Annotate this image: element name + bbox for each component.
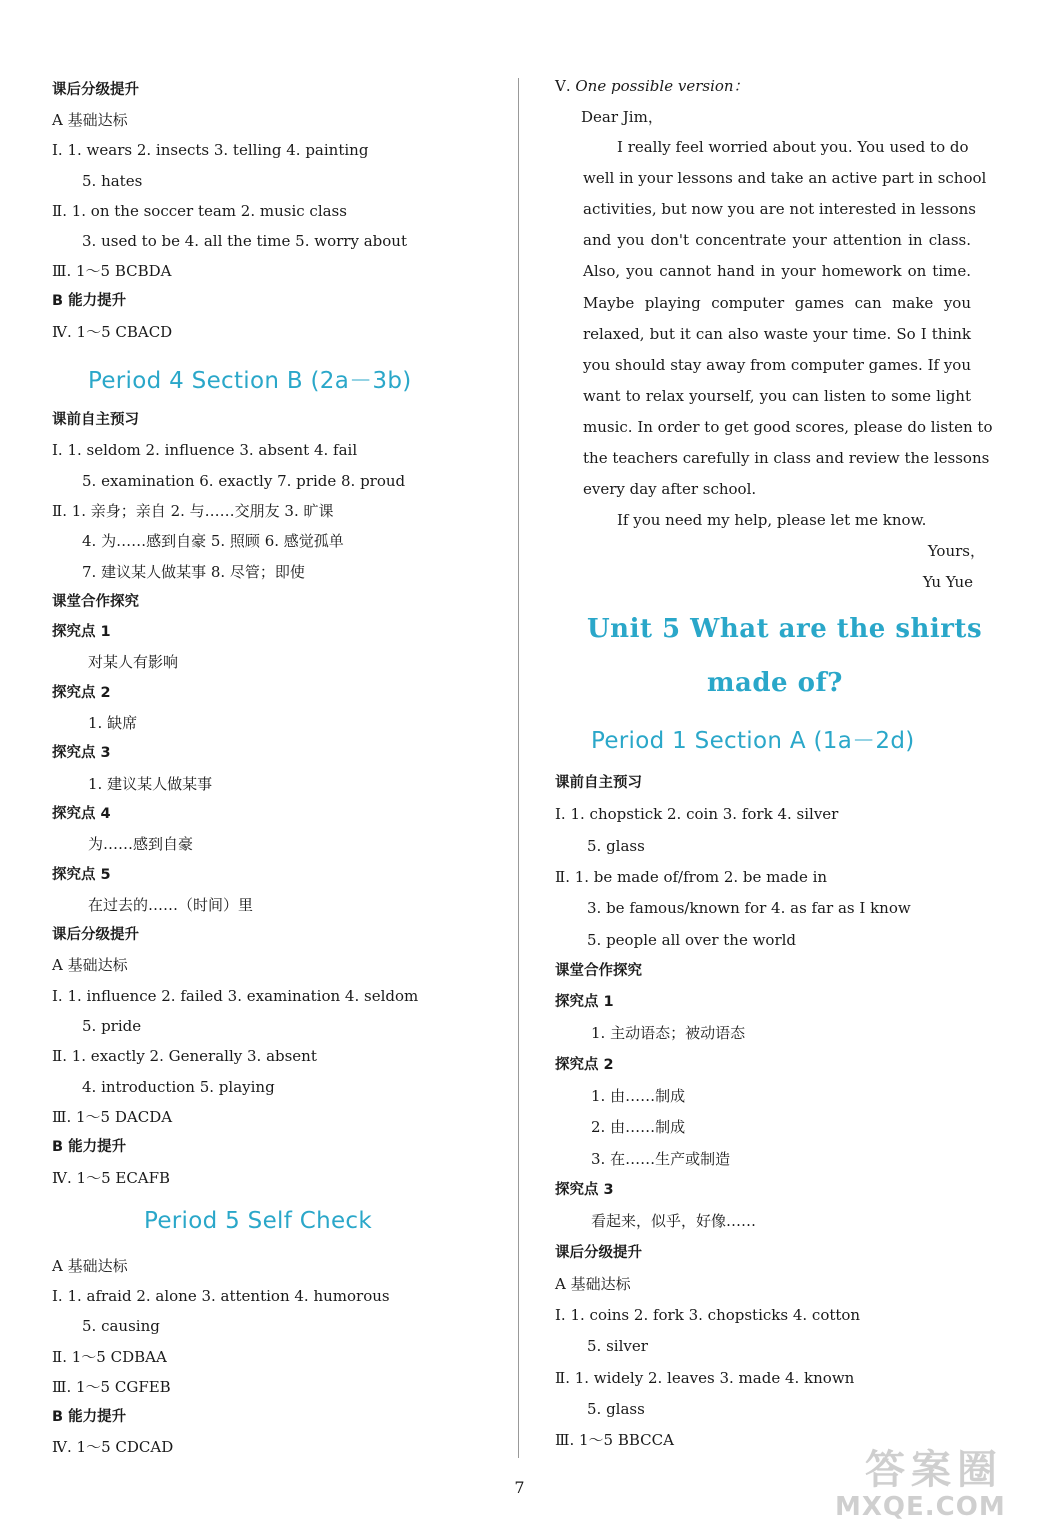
answer-line: 在过去的……（时间）里 (88, 895, 254, 914)
section-heading: 课前自主预习 (555, 775, 642, 791)
answer-line: 3. be famous/known for 4. as far as I know (587, 899, 911, 918)
watermark-top-text: 答案圈 (865, 1447, 1003, 1493)
answer-line: Ⅱ. 1. on the soccer team 2. music class (52, 201, 347, 220)
section-heading: 课堂合作探究 (52, 593, 139, 610)
answer-line: Ⅱ. 1. 亲身；亲自 2. 与……交朋友 3. 旷课 (52, 501, 334, 520)
answer-line: Ⅰ. 1. wears 2. insects 3. telling 4. painting (52, 141, 369, 160)
section-heading: 课后分级提升 (555, 1244, 642, 1261)
answer-line: 5. pride (82, 1017, 142, 1035)
answer-line: Ⅱ. 1. widely 2. leaves 3. made 4. known (555, 1368, 855, 1387)
section-heading: 探究点 4 (52, 805, 111, 822)
version-italic: One possible version： (575, 77, 749, 95)
answer-line: Ⅰ. 1. chopstick 2. coin 3. fork 4. silver (555, 805, 839, 824)
version-label (555, 76, 749, 96)
answer-line: Ⅱ. 1～5 CDBAA (52, 1347, 167, 1366)
answer-line: 看起来，似乎，好像…… (591, 1212, 757, 1231)
section-heading: 探究点 2 (52, 684, 111, 701)
answer-line: Ⅱ. 1. exactly 2. Generally 3. absent (52, 1047, 317, 1066)
answer-line: A 基础达标 (555, 1274, 631, 1293)
answer-line: Ⅲ. 1～5 CGFEB (52, 1377, 171, 1396)
answer-line: 5. causing (82, 1317, 160, 1336)
answer-line: 3. used to be 4. all the time 5. worry about (82, 232, 407, 250)
unit-title-line1: Unit 5 What are the shirts (587, 614, 983, 644)
answer-line: Ⅳ. 1～5 CDCAD (52, 1438, 174, 1457)
watermark-logo (825, 1438, 1030, 1530)
answer-line: 5. glass (587, 1400, 645, 1418)
letter-line: relaxed, but it can also waste your time. So I think (583, 324, 971, 343)
answer-line: 1. 缺席 (88, 714, 138, 732)
column-divider (518, 78, 519, 1458)
answer-line: 3. 在……生产或制造 (591, 1149, 731, 1168)
answer-line: Ⅲ. 1～5 DACDA (52, 1107, 173, 1126)
period-heading: Period 5 Self Check (144, 1208, 372, 1234)
section-heading: B 能力提升 (52, 1139, 127, 1156)
letter-line: the teachers carefully in class and review the lessons (583, 449, 990, 467)
answer-line: Ⅳ. 1～5 ECAFB (52, 1168, 171, 1187)
letter-signature: Yu Yue (922, 573, 973, 591)
section-heading: 探究点 1 (52, 624, 111, 641)
letter-line: music. In order to get good scores, please do listen to (583, 417, 993, 436)
letter-line: If you need my help, please let me know. (617, 511, 927, 530)
answer-line: Ⅱ. 1. be made of/from 2. be made in (555, 867, 828, 886)
period-heading: Period 4 Section B (2a－3b) (88, 368, 412, 394)
unit-title-line2: made of? (707, 668, 843, 698)
answer-line: Ⅳ. 1～5 CBACD (52, 322, 173, 341)
watermark-bottom-text: MXQE.COM (835, 1492, 1006, 1522)
answer-line: Ⅰ. 1. influence 2. failed 3. examination 4. seldom (52, 986, 419, 1005)
letter-closing: Yours， (927, 542, 985, 560)
letter-line: Maybe playing computer games can make you (583, 293, 971, 312)
answer-line: 5. people all over the world (587, 930, 797, 949)
section-heading: 探究点 3 (555, 1181, 614, 1198)
section-heading: 探究点 5 (52, 866, 111, 883)
letter-line: well in your lessons and take an active part in school (583, 169, 987, 188)
letter-line: you should stay away from computer games. If you (583, 355, 971, 374)
section-heading: 探究点 2 (555, 1056, 614, 1073)
section-heading: 课堂合作探究 (555, 962, 642, 979)
answer-line: 5. silver (587, 1337, 648, 1356)
answer-line: 1. 建议某人做某事 (88, 774, 213, 793)
answer-line: A 基础达标 (52, 956, 128, 975)
answer-line: 1. 由……制成 (591, 1087, 686, 1105)
section-heading: 课前自主预习 (52, 412, 139, 428)
letter-line: Also, you cannot hand in your homework on time. (583, 262, 971, 281)
letter-line: I really feel worried about you. You used to do (617, 138, 969, 156)
answer-line: Ⅲ. 1～5 BBCCA (555, 1431, 674, 1450)
section-heading: 探究点 1 (555, 994, 614, 1011)
section-heading: 探究点 3 (52, 745, 111, 762)
answer-line: 2. 由……制成 (591, 1118, 686, 1137)
section-heading: B 能力提升 (52, 293, 127, 310)
answer-line: 5. glass (587, 836, 645, 855)
answer-line: 为……感到自豪 (88, 835, 194, 854)
letter-line: activities, but now you are not interested in lessons (583, 200, 976, 219)
answer-line: 4. 为……感到自豪 5. 照顾 6. 感觉孤单 (82, 532, 344, 551)
page-number: 7 (514, 1478, 525, 1497)
version-number: Ⅴ. (555, 77, 576, 95)
letter-line: want to relax yourself, you can listen to some light (583, 386, 971, 405)
answer-line: Ⅰ. 1. afraid 2. alone 3. attention 4. humorous (52, 1287, 390, 1306)
section-heading: 课后分级提升 (52, 927, 139, 944)
answer-line: 7. 建议某人做某事 8. 尽管；即使 (82, 562, 305, 581)
answer-line: A 基础达标 (52, 111, 128, 130)
letter-line: every day after school. (583, 480, 757, 499)
letter-greeting: Dear Jim， (581, 108, 663, 126)
answer-line: 对某人有影响 (88, 653, 179, 672)
answer-line: A 基础达标 (52, 1257, 128, 1275)
period-heading: Period 1 Section A (1a－2d) (591, 728, 915, 754)
answer-line: 1. 主动语态；被动语态 (591, 1024, 746, 1043)
answer-line: Ⅲ. 1～5 BCBDA (52, 262, 172, 281)
answer-line: 5. hates (82, 171, 143, 190)
answer-line: 5. examination 6. exactly 7. pride 8. proud (82, 471, 406, 490)
answer-line: Ⅰ. 1. seldom 2. influence 3. absent 4. fail (52, 441, 358, 460)
letter-line: and you don't concentrate your attention in class. (583, 231, 971, 250)
section-heading: B 能力提升 (52, 1409, 127, 1425)
section-heading: 课后分级提升 (52, 82, 139, 98)
answer-line: Ⅰ. 1. coins 2. fork 3. chopsticks 4. cotton (555, 1306, 861, 1325)
answer-line: 4. introduction 5. playing (82, 1077, 275, 1096)
